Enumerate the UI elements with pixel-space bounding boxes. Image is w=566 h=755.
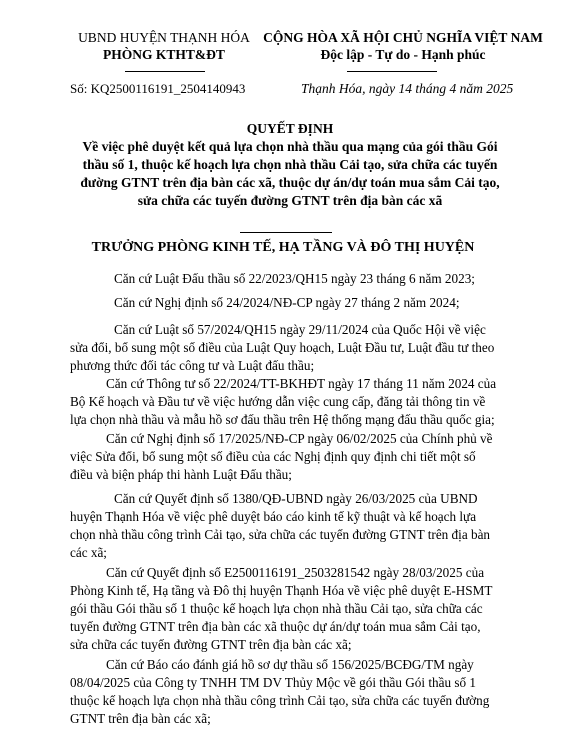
paragraph-line: phương thức đối tác công tư và Luật đấu thầu; <box>70 358 315 373</box>
legal-basis-paragraph <box>114 294 544 312</box>
paragraph-line: Căn cứ Nghị định số 17/2025/NĐ-CP ngày 06/02/2025 của Chính phủ về <box>106 431 493 446</box>
paragraph-line: gói thầu Gói thầu số 1 thuộc kế hoạch lựa chọn nhà thầu Cải tạo, sửa chữa các <box>70 601 483 616</box>
legal-basis-paragraph <box>70 321 540 375</box>
paragraph-line: thuộc kế hoạch lựa chọn nhà thầu công trình Cải tạo, sửa chữa các tuyến đường <box>70 693 490 708</box>
agency-name: UBND HUYỆN THẠNH HÓA <box>78 30 250 45</box>
paragraph-line: lựa chọn nhà thầu và mẫu hồ sơ đấu thầu trên Hệ thống mạng đấu thầu quốc gia; <box>70 412 495 427</box>
legal-basis-paragraph <box>114 270 544 288</box>
paragraph-line: 08/04/2025 của Công ty TNHH TM DV Thủy Mộc về gói thầu Gói thầu số 1 <box>70 675 476 690</box>
title-underline <box>240 232 332 233</box>
paragraph-line: các xã; <box>70 545 107 560</box>
legal-basis-paragraph <box>70 490 540 562</box>
decision-title <box>50 120 530 210</box>
paragraph-line: Phòng Kinh tế, Hạ tầng và Đô thị huyện Thạnh Hóa về việc phê duyệt E-HSMT <box>70 583 493 598</box>
paragraph-line: Căn cứ Thông tư số 22/2024/TT-BKHĐT ngày 17 tháng 11 năm 2024 của <box>106 376 497 391</box>
paragraph-line: huyện Thạnh Hóa về việc phê duyệt báo cáo kinh tế kỹ thuật và kế hoạch lựa <box>70 509 477 524</box>
paragraph-line: chọn nhà thầu công trình Cải tạo, sửa chữa các tuyến đường GTNT trên địa bàn <box>70 527 491 542</box>
document-number: Số: KQ2500116191_2504140943 <box>70 81 246 96</box>
legal-basis-paragraph <box>70 656 540 728</box>
legal-basis-paragraph <box>70 430 540 484</box>
subject-line: sửa chữa các tuyến đường GTNT trên địa bàn các xã <box>137 193 443 208</box>
paragraph-line: Căn cứ Luật số 57/2024/QH15 ngày 29/11/2024 của Quốc Hội về việc <box>114 322 486 337</box>
paragraph-line: GTNT trên địa bàn các xã; <box>70 711 211 726</box>
issuing-agency <box>62 29 266 63</box>
paragraph-line: Căn cứ Báo cáo đánh giá hồ sơ dự thầu số 156/2025/BCĐG/TM ngày <box>106 657 474 672</box>
subject-line: đường GTNT trên địa bàn các xã, thuộc dự án/dự toán mua sắm Cải tạo, <box>80 175 500 190</box>
decision-heading: QUYẾT ĐỊNH <box>246 121 334 136</box>
legal-basis-paragraph <box>70 564 540 654</box>
paragraph-line: Căn cứ Luật Đấu thầu số 22/2023/QH15 ngày 23 tháng 6 năm 2023; <box>114 271 475 286</box>
motto: Độc lập - Tự do - Hạnh phúc <box>320 47 486 62</box>
legal-basis-paragraph <box>70 375 540 429</box>
paragraph-line: sửa chữa các tuyến đường GTNT trên địa bàn các xã; <box>70 637 352 652</box>
paragraph-line: điều và biện pháp thi hành Luật Đấu thầu; <box>70 467 292 482</box>
subject-line: thầu số 1, thuộc kế hoạch lựa chọn nhà thầu Cải tạo, sửa chữa các tuyến <box>82 157 498 172</box>
national-motto <box>240 29 566 63</box>
paragraph-line: việc Sửa đổi, bổ sung một số điều của các Nghị định quy định chi tiết một số <box>70 449 476 464</box>
agency-underline <box>125 71 205 72</box>
issuing-authority: TRƯỞNG PHÒNG KINH TẾ, HẠ TẦNG VÀ ĐÔ THỊ HUYỆN <box>91 240 475 255</box>
subject-line: Về việc phê duyệt kết quả lựa chọn nhà thầu qua mạng của gói thầu Gói <box>82 139 498 154</box>
motto-underline <box>347 71 437 72</box>
paragraph-line: Căn cứ Quyết định số 1380/QĐ-UBND ngày 26/03/2025 của UBND <box>114 491 478 506</box>
paragraph-line: Căn cứ Nghị định số 24/2024/NĐ-CP ngày 27 tháng 2 năm 2024; <box>114 295 460 310</box>
country-name: CỘNG HÒA XÃ HỘI CHỦ NGHĨA VIỆT NAM <box>263 30 543 45</box>
paragraph-line: sửa đổi, bổ sung một số điều của Luật Quy hoạch, Luật Đầu tư, Luật đầu tư theo <box>70 340 495 355</box>
department-name: PHÒNG KTHT&ĐT <box>103 47 225 62</box>
place-date: Thạnh Hóa, ngày 14 tháng 4 năm 2025 <box>301 81 514 96</box>
paragraph-line: Bộ Kế hoạch và Đầu tư về việc hướng dẫn việc cung cấp, đăng tải thông tin về <box>70 394 486 409</box>
paragraph-line: tuyến đường GTNT trên địa bàn các xã thuộc dự án/dự toán mua sắm Cải tạo, <box>70 619 481 634</box>
paragraph-line: Căn cứ Quyết định số E2500116191_2503281542 ngày 28/03/2025 của <box>106 565 485 580</box>
